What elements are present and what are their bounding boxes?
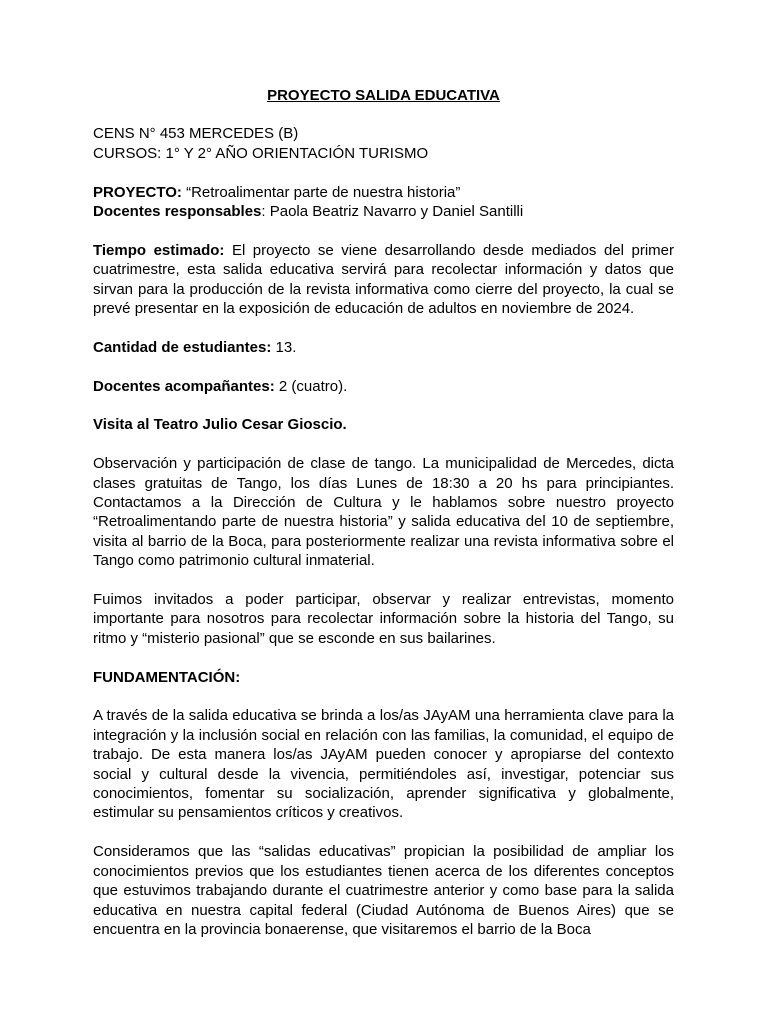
fundamentacion-paragraph-2: Consideramos que las “salidas educativas” propician la posibilidad de ampliar los conocimientos previos que los estudiantes tienen acerca de los diferentes conceptos que estuvimos trabajando durante el cuatrimestre anterior y como base para la salida educativa en nuestra capital federal (Ciudad Autónoma de Buenos Aires) que se encuentra en la provincia bonaerense, que visitaremos el barrio de la Boca — [93, 843, 674, 938]
project-line — [93, 183, 674, 202]
time-paragraph — [93, 241, 674, 319]
visit-heading: Visita al Teatro Julio Cesar Gioscio. — [93, 416, 347, 434]
fundamentacion-paragraph-1: A través de la salida educativa se brinda a los/as JAyAM una herramienta clave para la integración y la inclusión social en relación con las familias, la comunidad, el equipo de trabajo. De esta manera los/as JAyAM pueden conocer y apropiarse del contexto social y cultural desde la vivencia, permitiéndoles así, investigar, potenciar sus conocimientos, fomentar su socialización, aprender significativa y globalmente, estimular su pensamientos críticos y creativos. — [93, 707, 674, 822]
teachers-label: Docentes responsables — [93, 203, 262, 221]
invited-paragraph: Fuimos invitados a poder participar, observar y realizar entrevistas, momento importante para nosotros para recolectar información sobre la historia del Tango, su ritmo y “misterio pasional” que se esconde en sus bailarines. — [93, 591, 674, 647]
companions-value: 2 (cuatro). — [274, 377, 348, 395]
students-value: 13. — [271, 338, 297, 356]
school-name: CENS N° 453 MERCEDES (B) — [93, 125, 299, 143]
teachers-line — [93, 202, 674, 221]
students-label: Cantidad de estudiantes: — [93, 338, 272, 356]
document-page — [93, 86, 674, 939]
project-info — [93, 183, 674, 222]
teachers-value: : Paola Beatriz Navarro y Daniel Santilli — [261, 203, 524, 221]
fundamentacion-heading: FUNDAMENTACIÓN: — [93, 668, 241, 686]
time-label: Tiempo estimado: — [93, 241, 225, 259]
companions-label: Docentes acompañantes: — [93, 377, 275, 395]
document-title: PROYECTO SALIDA EDUCATIVA — [267, 87, 500, 104]
project-value: “Retroalimentar parte de nuestra historia” — [181, 183, 461, 201]
school-info — [93, 124, 674, 163]
courses-line: CURSOS: 1° Y 2° AÑO ORIENTACIÓN TURISMO — [93, 144, 429, 162]
project-label: PROYECTO: — [93, 183, 182, 201]
time-value: El proyecto se viene desarrollando desde mediados del primer cuatrimestre, esta salida educativa servirá para recolectar información y datos que sirvan para la producción de la revista informativa como cierre del proyecto, la cual se prevé presentar en la exposición de educación de adultos en noviembre de 2024. — [93, 241, 674, 318]
observation-paragraph: Observación y participación de clase de tango. La municipalidad de Mercedes, dicta clases gratuitas de Tango, los días Lunes de 18:30 a 20 hs para principiantes. Contactamos a la Dirección de Cultura y le hablamos sobre nuestro proyecto “Retroalimentando parte de nuestra historia” y salida educativa del 10 de septiembre, visita al barrio de la Boca, para posteriormente realizar una revista informativa sobre el Tango como patrimonio cultural inmaterial. — [93, 455, 674, 570]
companions-line — [93, 377, 674, 396]
students-line — [93, 338, 674, 357]
